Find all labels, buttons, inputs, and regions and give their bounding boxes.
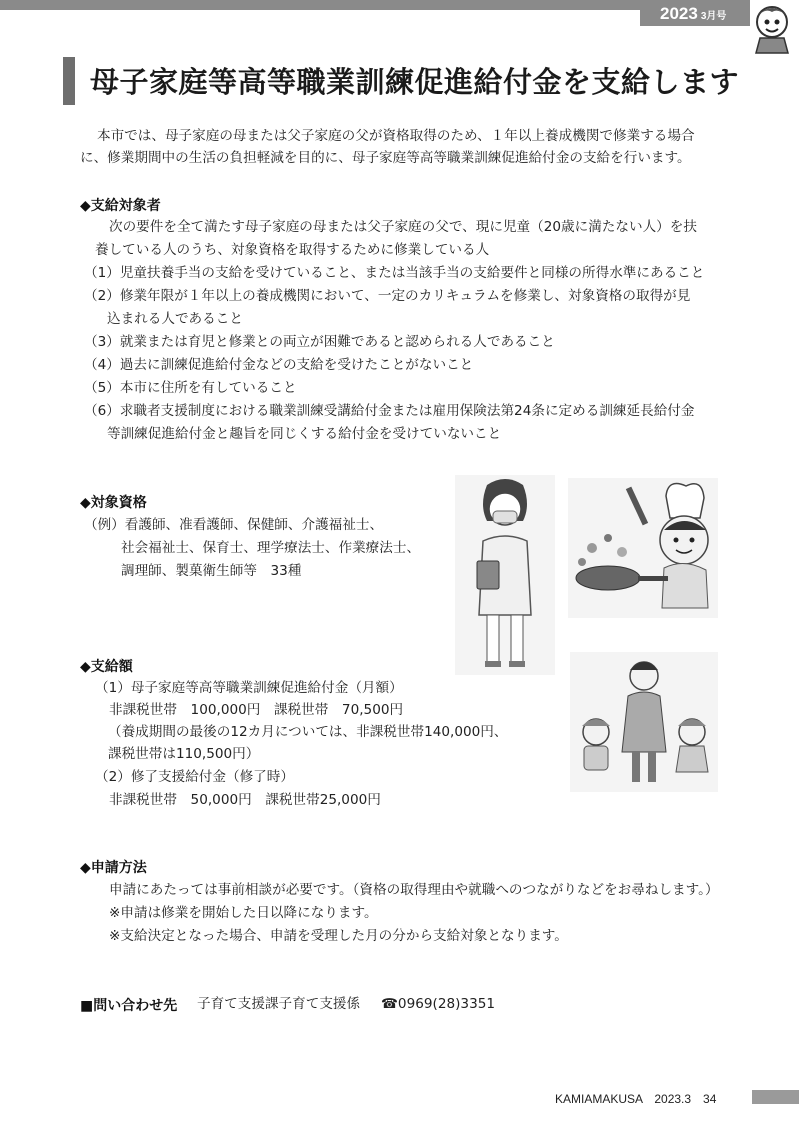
- amount-line-4: 課税世帯は110,500円）: [108, 746, 260, 762]
- eligibility-item-6: （6）求職者支援制度における職業訓練受講給付金または雇用保険法第24条に定める訓練延長給付金: [84, 403, 695, 419]
- eligibility-item-2-cont: 込まれる人であること: [107, 311, 243, 327]
- application-line-3: ※支給決定となった場合、申請を受理した月の分から支給対象となります。: [109, 928, 568, 944]
- header-band: [0, 0, 640, 10]
- eligibility-item-4: （4）過去に訓練促進給付金などの支給を受けたことがないこと: [84, 357, 474, 373]
- application-heading: ◆申請方法: [80, 860, 147, 876]
- application-line-1: 申請にあたっては事前相談が必要です。（資格の取得理由や就職へのつながりなどをお尋ねします。）: [109, 882, 719, 898]
- amount-line-6: 非課税世帯 50,000円 課税世帯25,000円: [109, 792, 381, 808]
- page-footer: KAMIAMAKUSA 2023.3 34: [555, 1092, 717, 1106]
- eligibility-item-3: （3）就業または育児と修業との両立が困難であると認められる人であること: [84, 334, 555, 350]
- amount-line-2: 非課税世帯 100,000円 課税世帯 70,500円: [109, 702, 404, 718]
- qualifications-heading: ◆対象資格: [80, 495, 147, 511]
- eligibility-item-6-cont: 等訓練促進給付金と趣旨を同じくする給付金を受けていないこと: [107, 426, 502, 442]
- contact-phone: ☎0969(28)3351: [381, 996, 496, 1012]
- eligibility-item-1: （1）児童扶養手当の支給を受けていること、または当該手当の支給要件と同様の所得水準にあること: [84, 265, 705, 281]
- intro-line-2: に、修業期間中の生活の負担軽減を目的に、母子家庭等高等職業訓練促進給付金の支給を行います。: [80, 150, 691, 166]
- issue-label: [660, 4, 726, 24]
- eligibility-item-2: （2）修業年限が１年以上の養成機関において、一定のカリキュラムを修業し、対象資格の取得が見: [84, 288, 691, 304]
- issue-month: 3月号: [700, 11, 727, 22]
- intro-line-1: 本市では、母子家庭の母または父子家庭の父が資格取得のため、１年以上養成機関で修業する場合: [97, 128, 695, 144]
- amount-line-3: （養成期間の最後の12カ月については、非課税世帯140,000円、: [108, 724, 508, 740]
- qualifications-line-2: 社会福祉士、保育士、理学療法士、作業療法士、: [121, 540, 421, 556]
- application-line-2: ※申請は修業を開始した日以降になります。: [109, 905, 378, 921]
- qualifications-line-3: 調理師、製菓衛生師等 33種: [121, 563, 302, 579]
- amount-line-1: （1）母子家庭等高等職業訓練促進給付金（月額）: [95, 680, 403, 696]
- contact-department: 子育て支援課子育て支援係: [197, 996, 361, 1012]
- issue-year: 2023: [660, 4, 698, 23]
- eligibility-item-5: （5）本市に住所を有していること: [84, 380, 297, 396]
- amount-heading: ◆支給額: [80, 659, 133, 675]
- eligibility-lead-1: 次の要件を全て満たす母子家庭の母または父子家庭の父で、現に児童（20歳に満たない人）を扶: [109, 219, 697, 235]
- contact-label: ■問い合わせ先: [80, 998, 178, 1014]
- amount-line-5: （2）修了支援給付金（修了時）: [95, 769, 294, 785]
- cook-illustration: [568, 478, 718, 618]
- eligibility-heading: ◆支給対象者: [80, 198, 161, 214]
- eligibility-lead-2: 養している人のうち、対象資格を取得するために修業している人: [95, 242, 490, 258]
- family-illustration: [570, 652, 718, 792]
- footer-bar: [752, 1090, 799, 1104]
- nurse-illustration: [455, 475, 555, 675]
- title-accent-bar: [63, 57, 75, 105]
- qualifications-line-1: （例）看護師、准看護師、保健師、介護福祉士、: [84, 517, 384, 533]
- page-title: 母子家庭等高等職業訓練促進給付金を支給します: [90, 65, 740, 99]
- mascot-illustration: [748, 0, 796, 54]
